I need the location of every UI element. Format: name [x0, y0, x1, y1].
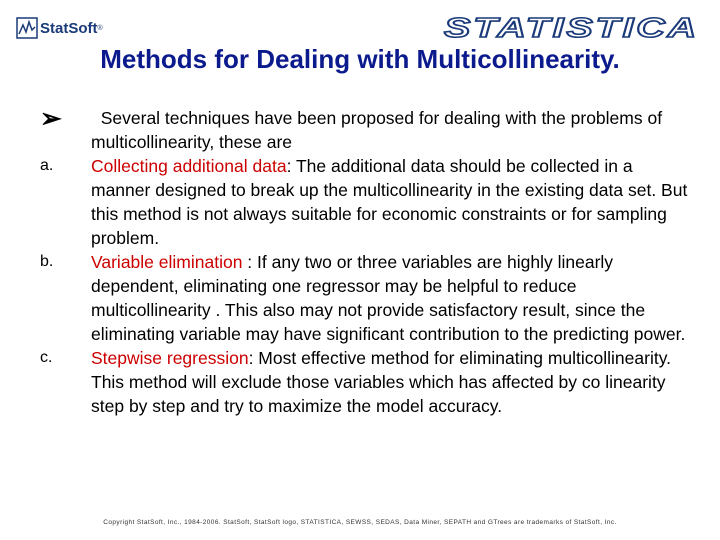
slide-title: Methods for Dealing with Multicollinearity.: [100, 44, 620, 74]
list-text: [91, 154, 690, 250]
list-marker: a.: [40, 157, 54, 174]
list-text: [91, 346, 690, 418]
statistica-logo: [434, 10, 704, 44]
intro-item: [40, 103, 690, 154]
list-marker: b.: [40, 253, 54, 270]
statsoft-logo-mark-icon: [16, 17, 38, 39]
list-item: [40, 346, 690, 418]
method-term: Collecting additional data: [91, 156, 287, 176]
arrow-bullet-icon: ➢: [40, 103, 62, 133]
list-item: [40, 250, 690, 346]
list-marker: c.: [40, 349, 53, 366]
method-description: : If any two or three variables are highly linearly dependent, eliminating one regressor may be helpful to reduce multicollinearity . This also may not provide satisfactory result, since the eliminating variable may have significant contribution to the predicting power.: [91, 252, 686, 344]
method-term: Variable elimination: [91, 252, 248, 272]
intro-text: Several techniques have been proposed for dealing with the problems of multicollinearity, these are: [91, 108, 663, 152]
statsoft-logo: [16, 14, 103, 42]
statsoft-logo-text: StatSoft: [40, 19, 98, 37]
list-text: [91, 250, 690, 346]
method-term: Stepwise regression: [91, 348, 249, 368]
list-item: [40, 154, 690, 250]
method-description: : Most effective method for eliminating multicollinearity. This method will exclude those variables which has affected by co linearity step by step and try to maximize the model accuracy.: [91, 348, 672, 416]
copyright-footer: Copyright StatSoft, Inc., 1984-2006. StatSoft, StatSoft logo, STATISTICA, SEWSS, SEDAS, Data Miner, SEPATH and GTrees are trademarks of StatSoft, Inc.: [103, 519, 617, 526]
statistica-logo-text: STATISTICA: [444, 12, 699, 43]
slide-body: [40, 103, 690, 418]
method-description: : The additional data should be collected in a manner designed to break up the multicollinearity in the existing data set. But this method is not always suitable for economic constraints or for sampling problem.: [91, 156, 688, 248]
registered-mark: ®: [97, 24, 103, 32]
